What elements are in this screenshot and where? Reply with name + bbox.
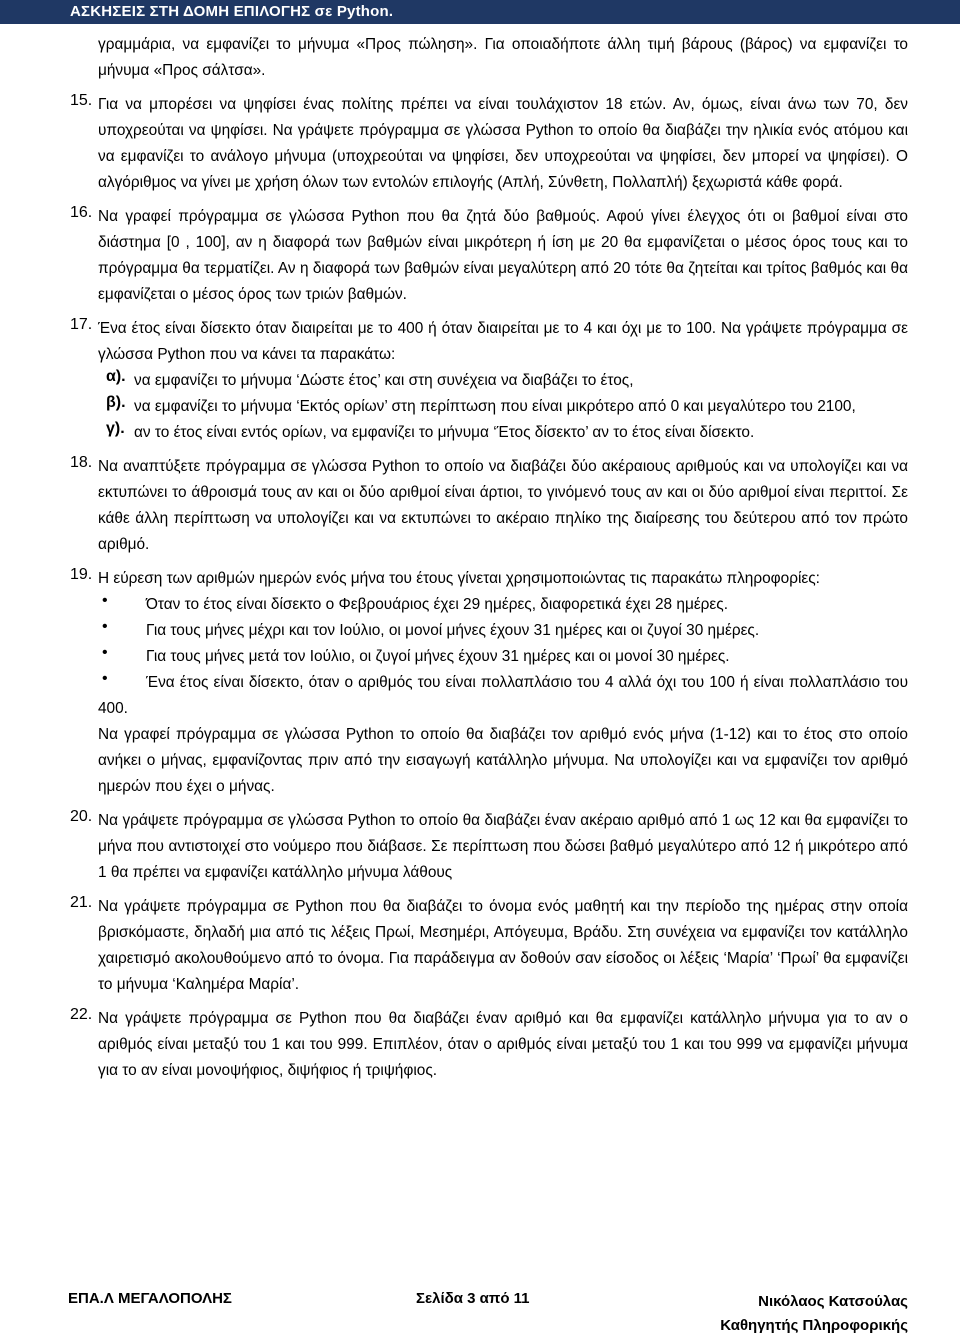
exercise-text: Να γράψετε πρόγραμμα σε Python που θα διαβάζει έναν αριθμό και θα εμφανίζει κατάλληλο μήνυμα για το αν ο αριθμός είναι μεταξύ του 1 και του 999. Επιπλέον, όταν ο αριθμός είναι μεταξύ του 1 και του 999 να εμφανίζει μήνυμα για το αν είναι μονοψήφιος, διψήφιος ή τριψήφιος.: [98, 1010, 908, 1079]
exercise-17: [70, 316, 908, 368]
page-footer: [68, 1290, 908, 1336]
document-body: [70, 32, 908, 1084]
sub-label: γ).: [106, 420, 125, 437]
exercise-number: 20.: [70, 808, 93, 825]
bullet-icon: •: [102, 592, 108, 609]
exercise-intro: Η εύρεση των αριθμών ημερών ενός μήνα του έτους γίνεται χρησιμοποιώντας τις παρακάτω πληροφορίες:: [98, 570, 820, 587]
bullet-item: [98, 618, 908, 644]
footer-role: Καθηγητής Πληροφορικής: [720, 1317, 908, 1334]
exercise-text: Να γράψετε πρόγραμμα σε Python που θα διαβάζει το όνομα ενός μαθητή και την περίοδο της ημέρας στην οποία βρισκόμαστε, δηλαδή μια από τις λέξεις Πρωί, Μεσημέρι, Απόγευμα, Βράδυ. Στη συνέχεια να εμφανίζει τον κατάλληλο χαιρετισμό ακολουθούμενο από το όνομα. Για παράδειγμα αν δοθούν σαν είσοδος οι λέξεις ‘Μαρία’ ‘Πρωί’ θα εμφανίζει το μήνυμα ‘Καλημέρα Μαρία’.: [98, 898, 908, 993]
exercise-18: [70, 454, 908, 558]
page-header: [0, 0, 960, 24]
sub-item-a: [98, 368, 908, 394]
exercise-number: 15.: [70, 92, 93, 109]
bullet-icon: •: [102, 618, 108, 635]
bullet-item: [98, 670, 908, 722]
exercise-16: [70, 204, 908, 308]
exercise-15: [70, 92, 908, 196]
sub-label: β).: [106, 394, 126, 411]
exercise-number: 18.: [70, 454, 93, 471]
sub-label: α).: [106, 368, 126, 385]
footer-author: Νικόλαος Κατσούλας: [758, 1293, 908, 1310]
bullet-icon: •: [102, 644, 108, 661]
exercise-outro: Να γραφεί πρόγραμμα σε γλώσσα Python το οποίο θα διαβάζει τον αριθμό ενός μήνα (1-12) και το έτος στο οποίο ανήκει ο μήνας, εμφανίζοντας πριν από την εισαγωγή κατάλληλο μήνυμα. Να υπολογίζει και να εμφανίζει τον αριθμό ημερών που έχει ο μήνας.: [98, 726, 908, 795]
exercise-text: Για να μπορέσει να ψηφίσει ένας πολίτης πρέπει να είναι τουλάχιστον 18 ετών. Αν, όμως, είναι άνω των 70, δεν υποχρεούται να ψηφίσει. Να γράψετε πρόγραμμα σε γλώσσα Python το οποίο θα διαβάζει την ηλικία ενός ατόμου και να εμφανίζει το ανάλογο μήνυμα (υποχρεούται να ψηφίσει, δεν υποχρεούται να ψηφίσει, δεν μπορεί να ψηφίσει). Ο αλγόριθμος να γίνει με χρήση όλων των εντολών επιλογής (Απλή, Σύνθετη, Πολλαπλή) ξεχωριστά κάθε φορά.: [98, 96, 908, 191]
exercise-text: Να γράψετε πρόγραμμα σε γλώσσα Python το οποίο θα διαβάζει έναν ακέραιο αριθμό από 1 ως 12 και θα εμφανίζει το μήνα που αντιστοιχεί στο νούμερο που διάβασε. Σε περίπτωση που δώσει βαθμό μεγαλύτερο από 12 ή μικρότερο από 1 θα πρέπει να εμφανίζει κατάλληλο μήνυμα λάθους: [98, 812, 908, 881]
sub-text: να εμφανίζει το μήνυμα ‘Εκτός ορίων’ στη περίπτωση που είναι μικρότερο από 0 και μεγαλύτερο του 2100,: [134, 398, 856, 415]
footer-page-number: Σελίδα 3 από 11: [416, 1290, 530, 1307]
bullet-text: Ένα έτος είναι δίσεκτο, όταν ο αριθμός του είναι πολλαπλάσιο του 4 αλλά όχι του 100 ή είναι πολλαπλάσιο του 400.: [98, 674, 908, 717]
bullet-icon: •: [102, 670, 108, 687]
exercise-number: 17.: [70, 316, 93, 333]
continuation-text: γραμμάρια, να εμφανίζει το μήνυμα «Προς πώληση». Για οποιαδήποτε άλλη τιμή βάρους (βάρος) να εμφανίζει το μήνυμα «Προς σάλτσα».: [98, 36, 908, 79]
sub-text: αν το έτος είναι εντός ορίων, να εμφανίζει το μήνυμα ‘Έτος δίσεκτο’ αν το έτος είναι δίσεκτο.: [134, 424, 755, 441]
bullet-text: Για τους μήνες μετά τον Ιούλιο, οι ζυγοί μήνες έχουν 31 ημέρες και οι μονοί 30 ημέρες.: [146, 648, 730, 665]
sub-item-c: [98, 420, 908, 446]
header-title: ΑΣΚΗΣΕΙΣ ΣΤΗ ΔΟΜΗ ΕΠΙΛΟΓΗΣ σε Python.: [70, 3, 394, 20]
bullet-text: Για τους μήνες μέχρι και τον Ιούλιο, οι μονοί μήνες έχουν 31 ημέρες και οι ζυγοί 30 ημέρες.: [146, 622, 760, 639]
exercise-number: 19.: [70, 566, 93, 583]
exercise-text: Να αναπτύξετε πρόγραμμα σε γλώσσα Python το οποίο να διαβάζει δύο ακέραιους αριθμούς και να υπολογίζει και να εκτυπώνει το άθροισμά τους αν και οι δύο αριθμοί είναι άρτιοι, το γινόμενό τους αν και οι δύο αριθμοί είναι περιττοί. Σε κάθε άλλη περίπτωση να υπολογίζει και να εκτυπώνει το ακέραιο πηλίκο της διαίρεσης του δεύτερου από τον πρώτο αριθμό.: [98, 458, 908, 553]
exercise-number: 21.: [70, 894, 93, 911]
footer-author-block: [720, 1290, 908, 1338]
exercise-20: [70, 808, 908, 886]
bullet-item: [98, 592, 908, 618]
exercise-21: [70, 894, 908, 998]
sub-item-b: [98, 394, 908, 420]
exercise-number: 16.: [70, 204, 93, 221]
exercise-number: 22.: [70, 1006, 93, 1023]
bullet-text: Όταν το έτος είναι δίσεκτο ο Φεβρουάριος έχει 29 ημέρες, διαφορετικά έχει 28 ημέρες.: [146, 596, 728, 613]
exercise-19: [70, 566, 908, 592]
footer-school: ΕΠΑ.Λ ΜΕΓΑΛΟΠΟΛΗΣ: [68, 1290, 232, 1307]
bullet-item: [98, 644, 908, 670]
exercise-22: [70, 1006, 908, 1084]
sub-text: να εμφανίζει το μήνυμα ‘Δώστε έτος’ και στη συνέχεια να διαβάζει το έτος,: [134, 372, 634, 389]
exercise-intro: Ένα έτος είναι δίσεκτο όταν διαιρείται με το 400 ή όταν διαιρείται με το 4 και όχι με το 100. Να γράψετε πρόγραμμα σε γλώσσα Python που να κάνει τα παρακάτω:: [98, 320, 908, 363]
exercise-text: Να γραφεί πρόγραμμα σε γλώσσα Python που θα ζητά δύο βαθμούς. Αφού γίνει έλεγχος ότι οι βαθμοί είναι στο διάστημα [0 , 100], αν η διαφορά των βαθμών είναι μικρότερη ή ίση με 20 θα εμφανίζεται ο μέσος όρος τους και το πρόγραμμα θα τερματίζει. Αν η διαφορά των βαθμών είναι μεγαλύτερη από 20 τότε θα ζητείται και τρίτος βαθμός και θα εμφανίζεται ο μέσος όρος των τριών βαθμών.: [98, 208, 908, 303]
